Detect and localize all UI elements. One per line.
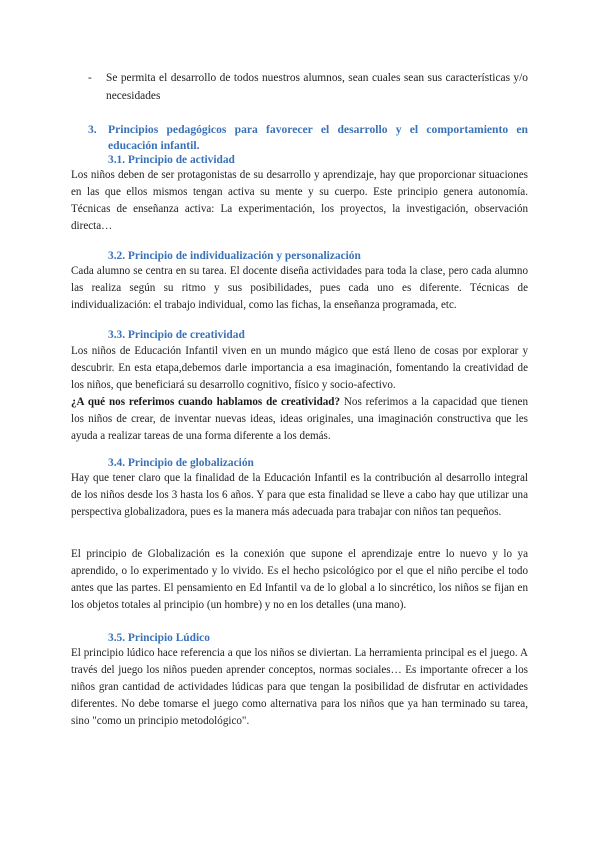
- creatividad-question: ¿A qué nos referimos cuando hablamos de creatividad?: [71, 396, 341, 409]
- bullet-item: [88, 70, 528, 105]
- paragraph-creatividad: [71, 343, 528, 446]
- section-heading: [88, 122, 528, 154]
- paragraph-globalizacion-2: El principio de Globalización es la conexión que supone el aprendizaje entre lo nuevo y lo ya aprendido, o lo experimentado y lo vivido. Es el hecho psicológico por el que el niño percibe el todo antes que las partes. El pensamiento en Ed Infantil va de lo global a lo sincrético, los niños se fijan en los objetos totales al principio (un hombre) y no en los detalles (una mano).: [71, 548, 528, 612]
- creatividad-answer: Nos referimos a la capacidad que tienen los niños de crear, de inventar nuevas ideas, ideas originales, una imaginación constructiva que les ayuda a realizar tareas de una forma diferente a los demás.: [71, 396, 528, 443]
- paragraph-individualizacion: Cada alumno se centra en su tarea. El docente diseña actividades para toda la clase, pero cada alumno las realiza según su ritmo y sus posibilidades, pues cada uno es diferente. Técnicas de individualización: el trabajo individual, como las fichas, la enseñanza programada, etc.: [71, 265, 528, 312]
- paragraph-ludico: El principio lúdico hace referencia a que los niños se diviertan. La herramienta principal es el juego. A través del juego los niños pueden aprender conceptos, normas sociales… Es importante ofrecer a los niños gran cantidad de actividades lúdicas para que tengan la posibilidad de disfrutar en actividades diferentes. No debe tomarse el juego como alternativa para los niños que ya han terminado su tarea, sino "como un principio metodológico".: [71, 647, 528, 728]
- section-title: Principios pedagógicos para favorecer el desarrollo y el comportamiento en educación infantil.: [108, 123, 528, 152]
- heading-creatividad: 3.3. Principio de creatividad: [108, 329, 245, 341]
- bullet-text: Se permita el desarrollo de todos nuestros alumnos, sean cuales sean sus características y/o necesidades: [106, 72, 528, 102]
- paragraph-actividad: Los niños deben de ser protagonistas de su desarrollo y aprendizaje, hay que proporcionar situaciones en las que ellos mismos tengan activa su mente y su cuerpo. Este principio genera autonomía. Técnicas de enseñanza activa: La experimentación, los proyectos, la investigación, observación directa…: [71, 169, 528, 233]
- paragraph-globalizacion-1: Hay que tener claro que la finalidad de la Educación Infantil es la contribución al desarrollo integral de los niños desde los 3 hasta los 6 años. Y para que esta finalidad se lleve a cabo hay que utilizar una perspectiva globalizadora, pues es la manera más adecuada para trabajar con niños tan pequeños.: [71, 472, 528, 519]
- bullet-dash: -: [88, 72, 92, 84]
- creatividad-text: Los niños de Educación Infantil viven en un mundo mágico que está lleno de cosas por explorar y descubrir. En esta etapa,debemos darle importancia a esa imaginación, fomentando la creatividad de los niños, que beneficiará su desarrollo cognitivo, físico y socio-afectivo.: [71, 345, 528, 392]
- section-number: 3.: [88, 123, 97, 136]
- creatividad-question-block: [71, 394, 528, 445]
- heading-actividad: 3.1. Principio de actividad: [108, 154, 235, 166]
- heading-individualizacion: 3.2. Principio de individualización y personalización: [108, 250, 361, 262]
- heading-globalizacion: 3.4. Principio de globalización: [108, 457, 254, 469]
- heading-ludico: 3.5. Principio Lúdico: [108, 632, 210, 644]
